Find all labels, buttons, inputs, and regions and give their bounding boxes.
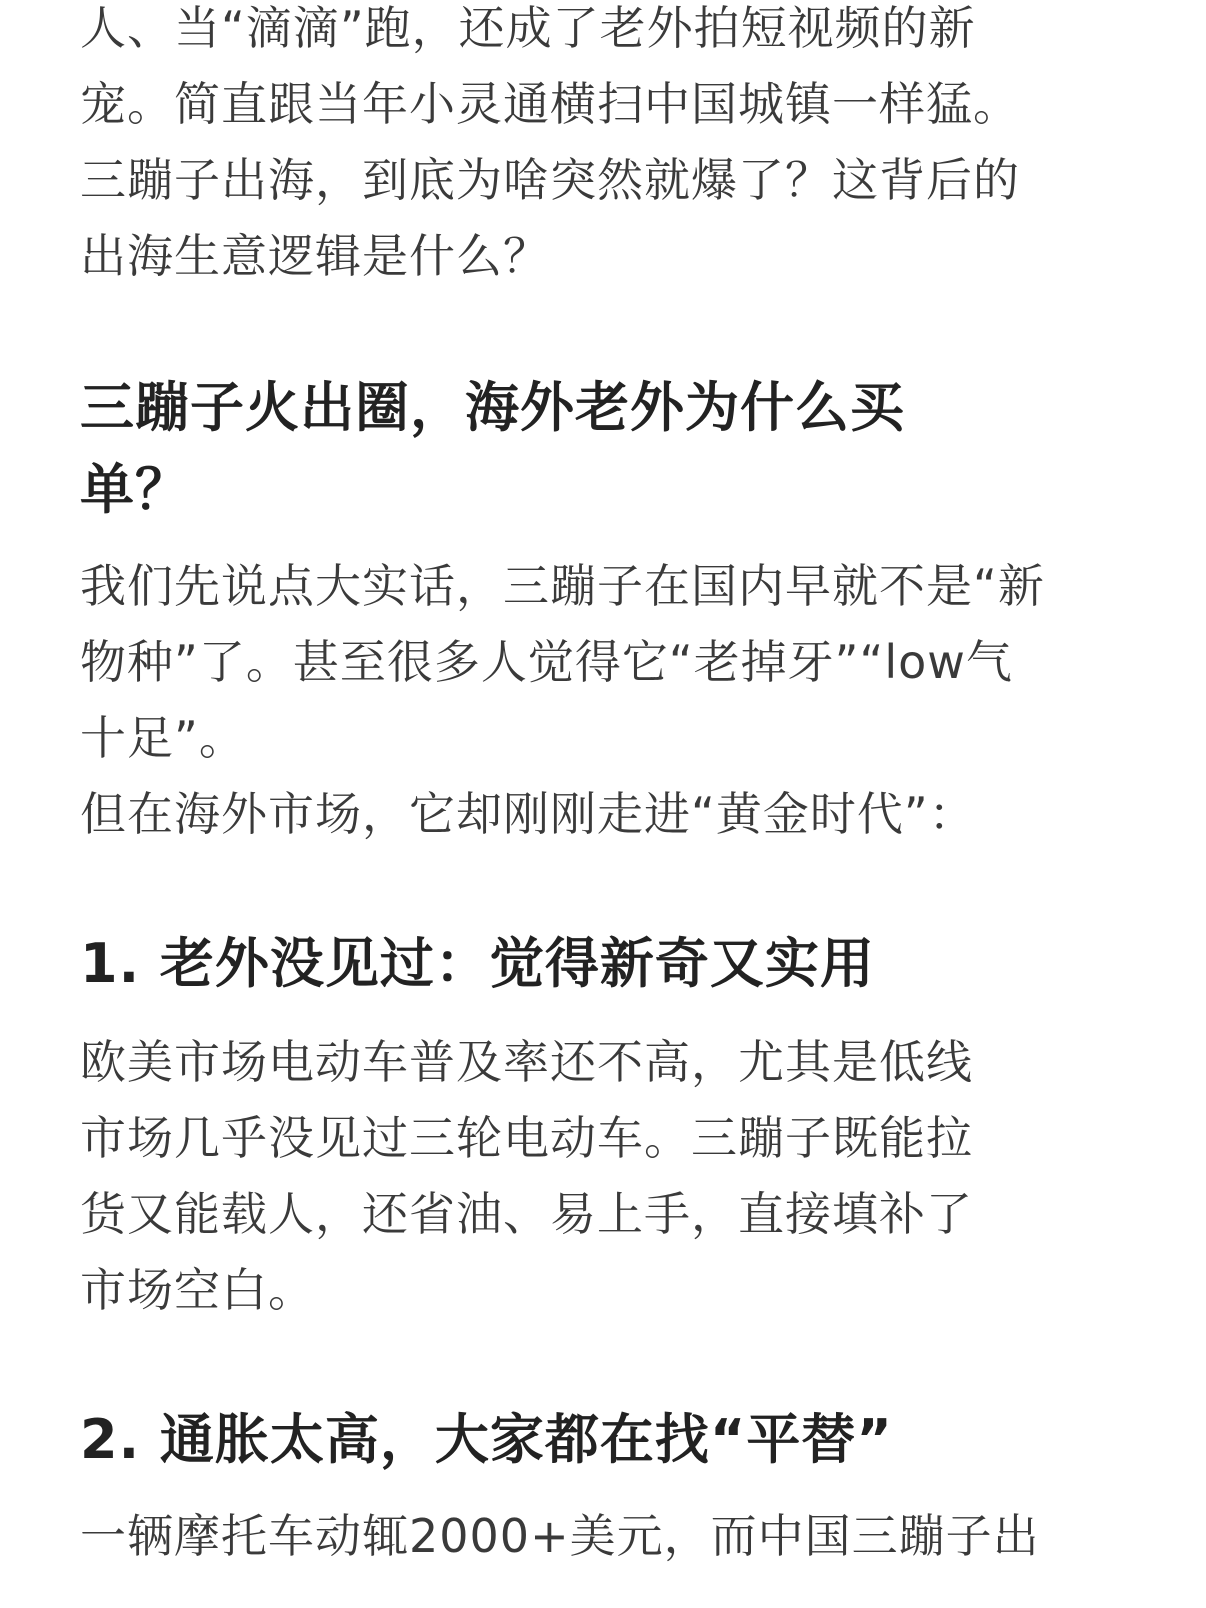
paragraph-line: 市场空白。 [80, 1263, 315, 1317]
intro-line: 出海生意逻辑是什么？ [80, 229, 550, 283]
intro-line: 三蹦子出海，到底为啥突然就爆了？这背后的 [80, 153, 1020, 207]
paragraph-line: 货又能载人，还省油、易上手，直接填补了 [80, 1187, 973, 1241]
intro-line: 宠。简直跟当年小灵通横扫中国城镇一样猛。 [80, 77, 1020, 131]
point-heading: 2. 通胀太高，大家都在找“平替” [80, 1408, 893, 1471]
paragraph-line: 我们先说点大实话，三蹦子在国内早就不是“新 [80, 559, 1045, 613]
point-heading: 1. 老外没见过：觉得新奇又实用 [80, 932, 875, 995]
paragraph-line: 欧美市场电动车普及率还不高，尤其是低线 [80, 1035, 973, 1089]
paragraph-line: 一辆摩托车动辄2000+美元，而中国三蹦子出 [80, 1509, 1040, 1563]
section-heading: 单？ [80, 458, 190, 521]
paragraph-line: 但在海外市场，它却刚刚走进“黄金时代”： [80, 787, 976, 841]
intro-line: 人、当“滴滴”跑，还成了老外拍短视频的新 [80, 1, 976, 55]
paragraph-line: 物种”了。甚至很多人觉得它“老掉牙”“low气 [80, 635, 1013, 689]
paragraph-line: 十足”。 [80, 711, 246, 765]
paragraph-line: 市场几乎没见过三轮电动车。三蹦子既能拉 [80, 1111, 973, 1165]
section-heading: 三蹦子火出圈，海外老外为什么买 [80, 376, 905, 439]
